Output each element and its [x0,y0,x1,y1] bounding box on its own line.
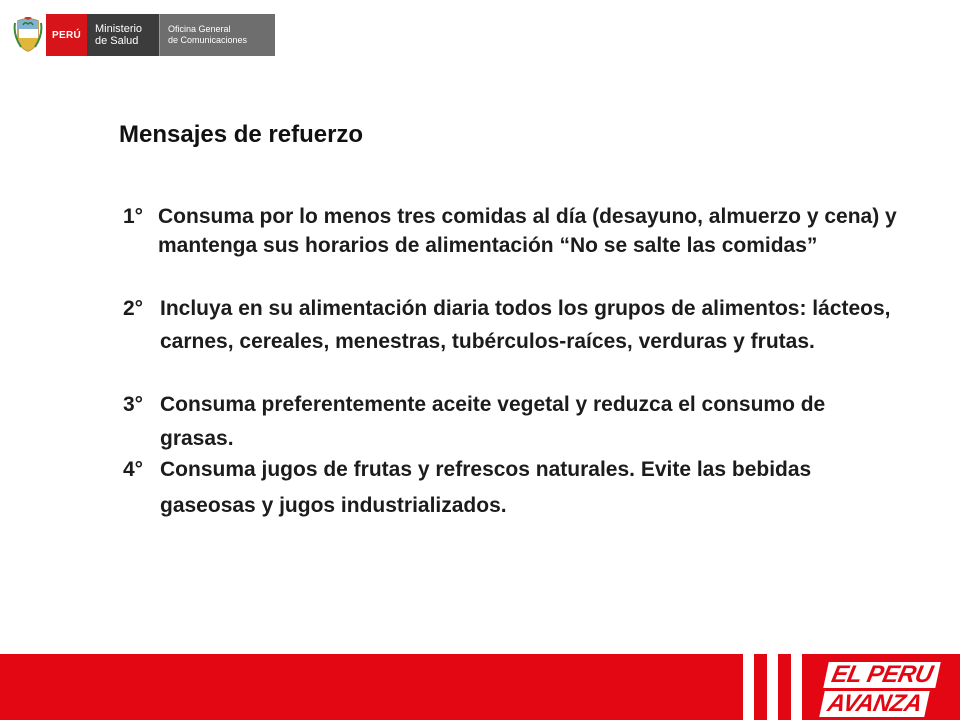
el-peru-avanza-logo [826,658,960,720]
office-line-2: de Comunicaciones [167,35,248,45]
message-number: 2° [123,297,144,320]
message-text: Incluya en su alimentación diaria todos los grupos de alimentos: lácteos, carnes, cereales, menestras, tubérculos-raíces, verduras y frutas. [160,297,891,353]
message-text: Consuma preferentemente aceite vegetal y reduzca el consumo de grasas. [160,393,826,450]
ministry-logo [10,14,275,56]
office-line-1: Oficina General [167,24,231,34]
message-text: Consuma jugos de frutas y refrescos naturales. Evite las bebidas gaseosas y jugos industrializados. [160,458,812,517]
country-label: PERÚ [46,14,87,56]
message-text: Consuma por lo menos tres comidas al día (desayuno, almuerzo y cena) y mantenga sus horarios de alimentación “No se salte las comidas” [158,205,897,257]
message-number: 3° [123,393,144,416]
message-list [123,202,903,524]
message-item-3 [123,388,903,452]
ministry-name [87,14,159,56]
message-item-2 [123,292,903,388]
message-number: 1° [123,205,144,228]
message-item-1 [123,202,903,297]
brand-line-1: EL PERU [823,662,941,688]
footer-band [0,654,960,720]
page-title: Mensajes de refuerzo [119,121,364,148]
ministry-line-1: Ministerio [94,23,143,35]
message-item-4 [123,452,903,524]
message-number: 4° [123,458,144,481]
footer-stripe [791,654,802,720]
coat-of-arms-icon [10,14,46,56]
brand-line-2: AVANZA [819,691,930,717]
ministry-line-2: de Salud [94,35,139,47]
footer-stripe [767,654,778,720]
office-name [159,14,275,56]
footer-stripe [743,654,754,720]
